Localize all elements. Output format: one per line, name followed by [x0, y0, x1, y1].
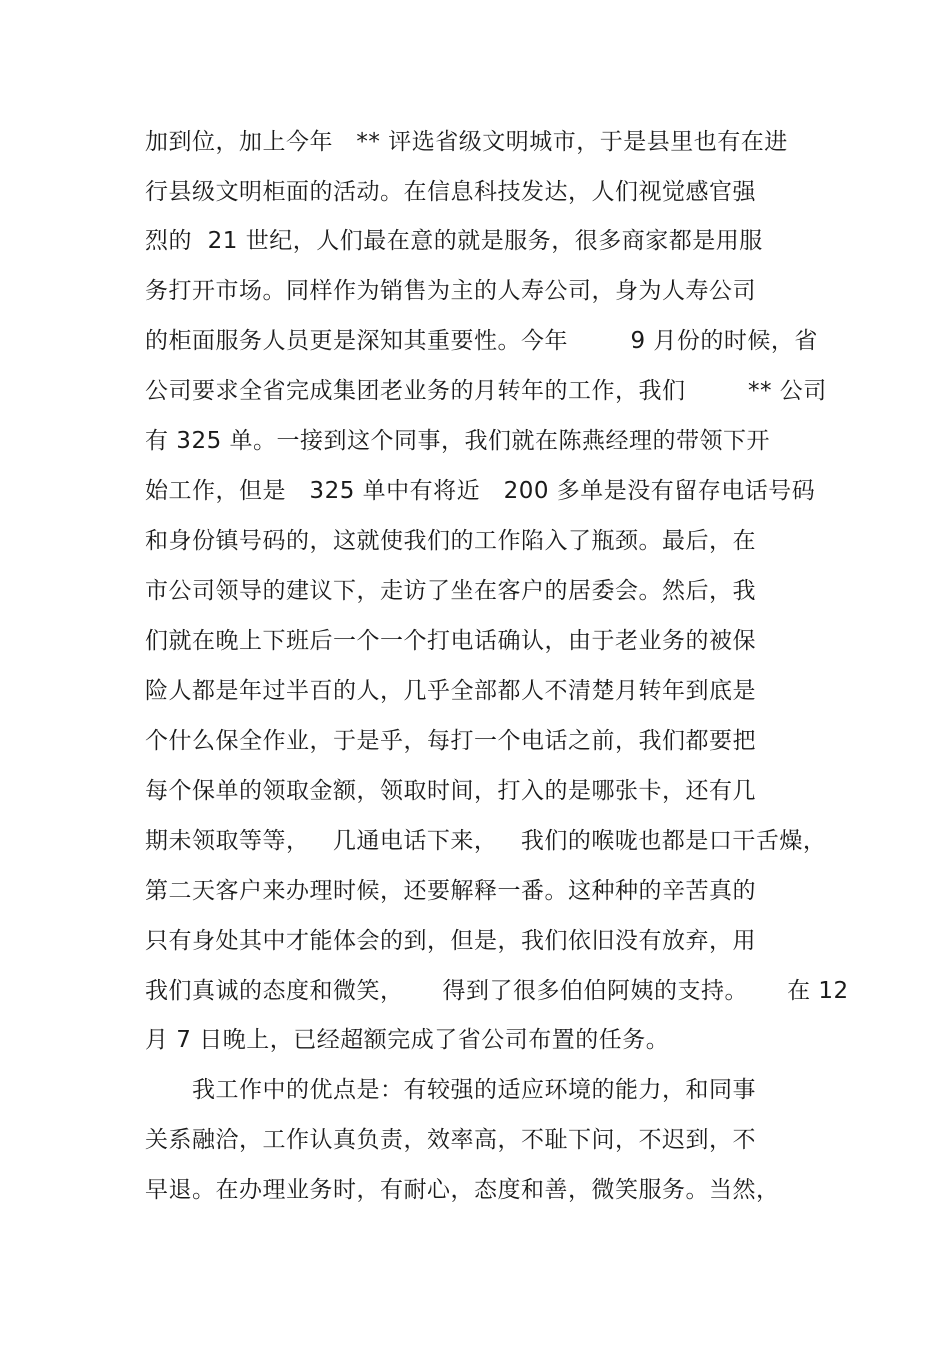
text-line: 早退。在办理业务时，有耐心，态度和善，微笑服务。当然， — [145, 1177, 780, 1203]
text-line: 关系融洽，工作认真负责，效率高，不耻下问，不迟到，不 — [145, 1127, 756, 1153]
text-line: 我们真诚的态度和微笑， 得到了很多伯伯阿姨的支持。 在 12 — [145, 978, 849, 1004]
text-line: 行县级文明柜面的活动。在信息科技发达，人们视觉感官强 — [145, 179, 756, 205]
text-line: 务打开市场。同样作为销售为主的人寿公司，身为人寿公司 — [145, 278, 756, 304]
text-line: 公司要求全省完成集团老业务的月转年的工作，我们 ** 公司 — [145, 378, 827, 404]
text-line: 和身份镇号码的，这就使我们的工作陷入了瓶颈。最后，在 — [145, 528, 756, 554]
text-line: 每个保单的领取金额，领取时间，打入的是哪张卡，还有几 — [145, 778, 756, 804]
text-line: 加到位，加上今年 ** 评选省级文明城市，于是县里也有在进 — [145, 129, 788, 155]
text-line: 们就在晚上下班后一个一个打电话确认，由于老业务的被保 — [145, 628, 756, 654]
paragraph-first-line: 我工作中的优点是：有较强的适应环境的能力，和同事 — [192, 1077, 756, 1103]
text-line: 市公司领导的建议下，走访了坐在客户的居委会。然后，我 — [145, 578, 756, 604]
text-line: 险人都是年过半百的人，几乎全部都人不清楚月转年到底是 — [145, 678, 756, 704]
text-line: 个什么保全作业，于是乎，每打一个电话之前，我们都要把 — [145, 728, 756, 754]
text-line: 第二天客户来办理时候，还要解释一番。这种种的辛苦真的 — [145, 878, 756, 904]
text-line: 有 325 单。一接到这个同事，我们就在陈燕经理的带领下开 — [145, 428, 771, 454]
text-line: 的柜面服务人员更是深知其重要性。今年 9 月份的时候，省 — [145, 328, 818, 354]
text-line: 期未领取等等， 几通电话下来， 我们的喉咙也都是口干舌燥， — [145, 828, 827, 854]
text-line: 烈的 21 世纪，人们最在意的就是服务，很多商家都是用服 — [145, 228, 763, 254]
text-line: 始工作，但是 325 单中有将近 200 多单是没有留存电话号码 — [145, 478, 816, 504]
text-line: 月 7 日晚上，已经超额完成了省公司布置的任务。 — [145, 1027, 670, 1053]
text-line: 只有身处其中才能体会的到，但是，我们依旧没有放弃，用 — [145, 928, 756, 954]
